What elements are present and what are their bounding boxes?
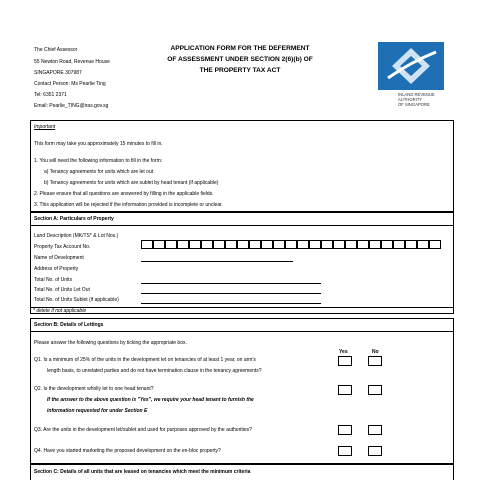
- logo-text: [398, 92, 435, 107]
- q3-no-checkbox[interactable]: [368, 425, 382, 435]
- account-digit-cell[interactable]: [165, 240, 177, 249]
- section-b-heading: Section B: Details of Lettings: [34, 322, 104, 328]
- account-digit-cell[interactable]: [393, 240, 405, 249]
- important-item: 2. Please ensure that all questions are answered by filling in the applicable fields.: [34, 191, 214, 197]
- units-sublet-field[interactable]: [141, 303, 321, 304]
- field-label-units-let-out: Total No. of Units Let Out: [34, 287, 90, 293]
- account-digit-cell[interactable]: [177, 240, 189, 249]
- section-b-intro: Please answer the following questions by ticking the appropriate box.: [34, 340, 187, 346]
- account-digit-cell[interactable]: [297, 240, 309, 249]
- q3-text: Q3. Are the units in the development let/sublet and used for purposes approved by the authorities?: [34, 427, 252, 433]
- important-item: 3. This application will be rejected if the information provided is incomplete or unclear.: [34, 202, 223, 208]
- account-digit-cell[interactable]: [201, 240, 213, 249]
- account-digit-cell[interactable]: [285, 240, 297, 249]
- logo-text-line: OF SINGAPORE: [398, 102, 430, 107]
- yes-column-label: Yes: [339, 349, 348, 355]
- account-digit-cell[interactable]: [381, 240, 393, 249]
- contact-person: Contact Person: Ms Pearlie Ting: [34, 81, 106, 87]
- title-line: APPLICATION FORM FOR THE DEFERMENT: [170, 45, 310, 52]
- q2-note: If the answer to the above question is "Yes", we require your head tenant to furnish the: [47, 397, 254, 403]
- contact-tel: Tel: 6351 2371: [34, 92, 67, 98]
- field-label-total-units: Total No. of Units: [34, 277, 73, 283]
- q4-text: Q4. Have you started marketing the proposed development on the en-bloc property?: [34, 448, 221, 454]
- section-c-heading: Section C: Details of all units that are leased on tenancies which meet the minimum criteria: [34, 469, 251, 475]
- q4-yes-checkbox[interactable]: [338, 446, 352, 456]
- iras-logo: [378, 42, 444, 90]
- q1-yes-checkbox[interactable]: [338, 356, 352, 366]
- q2-note-cont: information requested for under Section E: [47, 408, 148, 414]
- account-digit-cell[interactable]: [405, 240, 417, 249]
- account-digit-cell[interactable]: [225, 240, 237, 249]
- section-a: [30, 212, 454, 314]
- section-a-divider: [31, 225, 453, 226]
- important-intro: This form may take you approximately 15 minutes to fill in.: [34, 141, 163, 147]
- section-a-footnote: * delete if not applicable: [33, 308, 87, 314]
- address-line: The Chief Assessor: [34, 47, 78, 53]
- q2-text: Q2. Is the development wholly let to one head tenant?: [34, 386, 154, 392]
- account-digit-cell[interactable]: [333, 240, 345, 249]
- account-digit-cell[interactable]: [249, 240, 261, 249]
- field-label-property-tax-account: Property Tax Account No.: [34, 244, 91, 250]
- field-label-development-name: Name of Development: [34, 255, 84, 261]
- account-digit-cell[interactable]: [417, 240, 429, 249]
- account-digit-cell[interactable]: [261, 240, 273, 249]
- q4-no-checkbox[interactable]: [368, 446, 382, 456]
- section-b: [30, 318, 454, 464]
- address-line: SINGAPORE 307987: [34, 70, 82, 76]
- important-box: [30, 120, 454, 212]
- units-let-out-field[interactable]: [141, 293, 321, 294]
- account-digit-cell[interactable]: [153, 240, 165, 249]
- important-subitem: a) Tenancy agreements for units which are let out: [44, 169, 154, 175]
- total-units-field[interactable]: [141, 283, 321, 284]
- account-digit-cell[interactable]: [189, 240, 201, 249]
- field-label-units-sublet: Total No. of Units Sublet (if applicable): [34, 297, 119, 303]
- q2-yes-checkbox[interactable]: [338, 385, 352, 395]
- account-digit-cell[interactable]: [357, 240, 369, 249]
- account-digit-cell[interactable]: [237, 240, 249, 249]
- account-digit-cell[interactable]: [273, 240, 285, 249]
- contact-email: Email: Pearlie_TING@iras.gov.sg: [34, 103, 109, 109]
- account-digit-cell[interactable]: [369, 240, 381, 249]
- field-label-land-description: Land Description (MK/TS* & Lot Nos.): [34, 233, 119, 239]
- section-c: [30, 464, 454, 480]
- account-digit-cell[interactable]: [429, 240, 441, 249]
- important-subitem: b) Tenancy agreements for units which are sublet by head tenant (if applicable): [44, 180, 219, 186]
- iras-logo-icon: [378, 42, 444, 90]
- section-b-divider: [31, 331, 453, 332]
- address-line: 55 Newton Road, Revenue House: [34, 59, 110, 65]
- section-a-footer-divider: [31, 307, 453, 308]
- title-line: OF ASSESSMENT UNDER SECTION 2(6)(b) OF: [167, 56, 313, 63]
- q1-no-checkbox[interactable]: [368, 356, 382, 366]
- important-heading: Important: [34, 124, 56, 130]
- q2-no-checkbox[interactable]: [368, 385, 382, 395]
- logo-text-line: AUTHORITY: [398, 97, 423, 102]
- account-digit-cell[interactable]: [141, 240, 153, 249]
- q3-yes-checkbox[interactable]: [338, 425, 352, 435]
- development-name-field[interactable]: [141, 261, 293, 262]
- account-digit-cell[interactable]: [213, 240, 225, 249]
- q1-text: Q1. Is a minimum of 25% of the units in the development let on tenancies of at least 1 year, on arm's: [34, 357, 256, 363]
- section-a-heading: Section A: Particulars of Property: [34, 216, 114, 222]
- title-line: THE PROPERTY TAX ACT: [199, 67, 281, 74]
- logo-text-line: INLAND REVENUE: [398, 92, 435, 97]
- important-item: 1. You will need the following information to fill in the form:: [34, 158, 163, 164]
- account-digit-cell[interactable]: [321, 240, 333, 249]
- no-column-label: No: [372, 349, 379, 355]
- field-label-property-address: Address of Property: [34, 266, 79, 272]
- q1-text-cont: length basis, to unrelated parties and do not have termination clause in the tenancy agreements?: [47, 368, 262, 374]
- account-digit-cell[interactable]: [309, 240, 321, 249]
- account-digit-cell[interactable]: [345, 240, 357, 249]
